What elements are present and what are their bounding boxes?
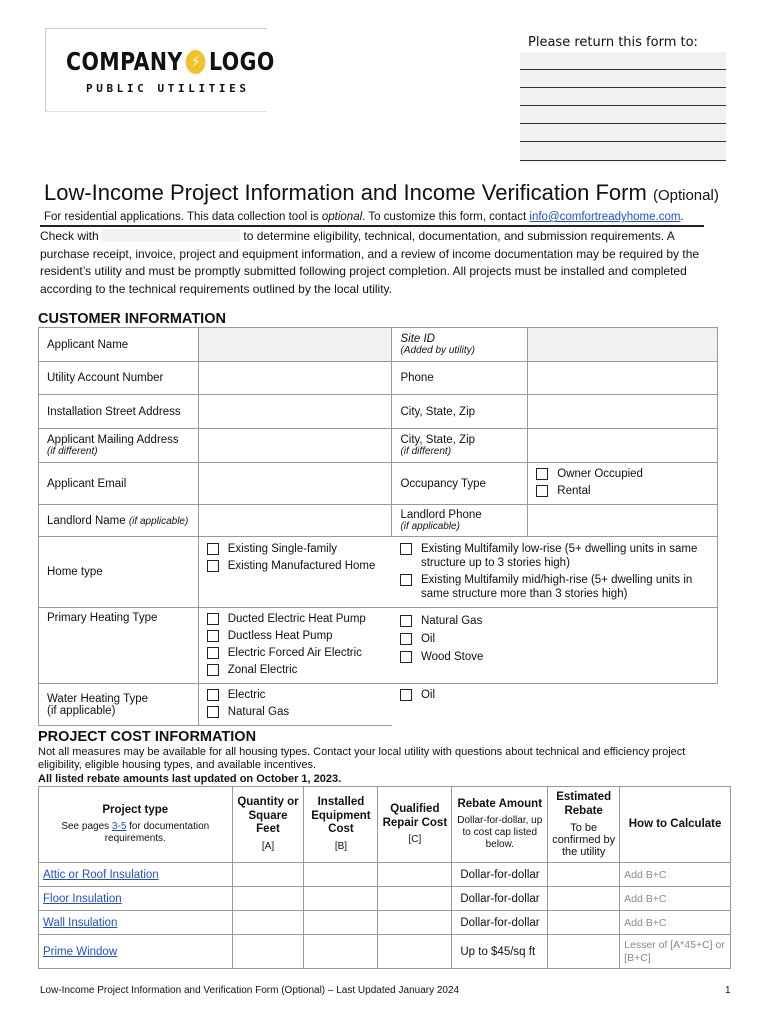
intro-paragraph: Check with to determine eligibility, technical, documentation, and submission requirements. A purchase receipt, invoice, project and equipment information, and a review of income documentation may be required by the resident’s utility and must be promptly submitted following project completion. All projects must be installed and completed according to the technical requirements outlined by the local utility. bbox=[40, 229, 700, 296]
applicant-name-label: Applicant Name bbox=[47, 338, 129, 351]
natural-gas-heat-label: Natural Gas bbox=[420, 615, 483, 627]
owner-occupied-label: Owner Occupied bbox=[557, 468, 643, 480]
project-cost-heading: PROJECT COST INFORMATION bbox=[38, 729, 257, 745]
repair-cost-cell[interactable] bbox=[378, 935, 452, 969]
quantity-cell[interactable] bbox=[232, 887, 304, 911]
applicant-email-label: Applicant Email bbox=[47, 477, 127, 490]
rebate-amount: Dollar-for-dollar bbox=[460, 892, 540, 905]
utility-account-input[interactable] bbox=[198, 362, 392, 395]
landlord-name-label: Landlord Name bbox=[47, 514, 126, 527]
city-state-zip-label: City, State, Zip bbox=[400, 405, 476, 418]
landlord-phone-note: (if applicable) bbox=[400, 521, 460, 532]
multifamily-highrise-label: Existing Multifamily mid/high-rise (5+ dwelling units in same structure more than 3 stories high) bbox=[420, 574, 693, 600]
contact-email-link[interactable]: info@comfortreadyhome.com bbox=[529, 211, 681, 223]
ducted-heat-pump-label: Ducted Electric Heat Pump bbox=[227, 613, 366, 625]
company-logo bbox=[45, 28, 275, 112]
multifamily-lowrise-label: Existing Multifamily low-rise (5+ dwelling units in same structure up to 3 stories high) bbox=[420, 543, 698, 569]
estimated-rebate-cell[interactable] bbox=[548, 911, 620, 935]
project-cost-table bbox=[38, 786, 731, 969]
oil-water-checkbox[interactable] bbox=[400, 689, 412, 701]
estimated-rebate-cell[interactable] bbox=[548, 863, 620, 887]
repair-cost-cell[interactable] bbox=[378, 863, 452, 887]
water-heating-note: (if applicable) bbox=[47, 704, 116, 717]
estimated-rebate-cell[interactable] bbox=[548, 935, 620, 969]
table-row bbox=[39, 863, 731, 887]
home-type-label: Home type bbox=[47, 566, 103, 578]
electric-forced-air-label: Electric Forced Air Electric bbox=[227, 647, 362, 659]
calc-formula: Lesser of [A*45+C] or [B+C] bbox=[624, 938, 725, 964]
page-number: 1 bbox=[725, 985, 731, 996]
electric-forced-air-checkbox[interactable] bbox=[207, 647, 219, 659]
rebate-updated-note: All listed rebate amounts last updated on October 1, 2023. bbox=[38, 773, 342, 785]
install-street-label: Installation Street Address bbox=[47, 405, 181, 418]
ductless-heat-pump-checkbox[interactable] bbox=[207, 630, 219, 642]
quantity-cell[interactable] bbox=[232, 911, 304, 935]
installed-cost-cell[interactable] bbox=[304, 863, 378, 887]
repair-cost-cell[interactable] bbox=[378, 911, 452, 935]
zonal-electric-checkbox[interactable] bbox=[207, 664, 219, 676]
landlord-name-input[interactable] bbox=[198, 505, 392, 537]
project-cost-note: Not all measures may be available for all housing types. Contact your local utility with questions about technical and efficiency project eligibility, eligible housing types, and available incentives. bbox=[38, 746, 686, 771]
page-title: Low-Income Project Information and Income Verification Form (Optional) bbox=[44, 180, 719, 205]
rebate-amount: Dollar-for-dollar bbox=[460, 868, 540, 881]
owner-occupied-checkbox[interactable] bbox=[536, 468, 548, 480]
rebate-amount: Dollar-for-dollar bbox=[460, 916, 540, 929]
wood-stove-checkbox[interactable] bbox=[400, 651, 412, 663]
ductless-heat-pump-label: Ductless Heat Pump bbox=[227, 630, 333, 642]
phone-input[interactable] bbox=[528, 362, 718, 395]
rental-label: Rental bbox=[557, 485, 591, 497]
mailing-city-label: City, State, Zip bbox=[400, 434, 476, 446]
table-row bbox=[39, 935, 731, 969]
multifamily-lowrise-checkbox[interactable] bbox=[400, 543, 412, 555]
manufactured-home-label: Existing Manufactured Home bbox=[227, 560, 376, 572]
how-to-calculate-header: How to Calculate bbox=[620, 787, 731, 863]
mailing-address-input[interactable] bbox=[198, 429, 392, 463]
customer-info-table bbox=[38, 327, 718, 726]
estimated-rebate-header: Estimated Rebate To be confirmed by the utility bbox=[548, 787, 620, 863]
rental-checkbox[interactable] bbox=[536, 485, 548, 497]
site-id-note: (Added by utility) bbox=[400, 345, 475, 356]
wood-stove-label: Wood Stove bbox=[420, 651, 484, 663]
calc-formula: Add B+C bbox=[624, 868, 667, 881]
water-heating-label: Water Heating Type bbox=[47, 692, 148, 705]
oil-heat-label: Oil bbox=[420, 633, 436, 645]
mailing-address-label: Applicant Mailing Address bbox=[47, 434, 179, 446]
title-divider bbox=[40, 225, 704, 227]
multifamily-highrise-checkbox[interactable] bbox=[400, 574, 412, 586]
pages-link[interactable]: 3-5 bbox=[111, 821, 127, 833]
estimated-rebate-cell[interactable] bbox=[548, 887, 620, 911]
city-state-zip-input[interactable] bbox=[528, 395, 718, 429]
electric-water-label: Electric bbox=[227, 689, 266, 701]
site-id-label: Site ID bbox=[400, 333, 435, 345]
return-form-label: Please return this form to: bbox=[528, 35, 698, 50]
natural-gas-water-checkbox[interactable] bbox=[207, 706, 219, 718]
single-family-label: Existing Single-family bbox=[227, 543, 338, 555]
site-id-input[interactable] bbox=[528, 328, 718, 362]
rebate-amount: Up to $45/sq ft bbox=[460, 945, 536, 958]
wall-insulation-link[interactable]: Wall Insulation bbox=[43, 916, 118, 929]
landlord-phone-input[interactable] bbox=[528, 505, 718, 537]
mailing-address-note: (if different) bbox=[47, 446, 98, 457]
project-type-header: Project type See pages 3-5 for documentation requirements. bbox=[39, 787, 233, 863]
single-family-checkbox[interactable] bbox=[207, 543, 219, 555]
applicant-email-input[interactable] bbox=[198, 463, 392, 505]
electric-water-checkbox[interactable] bbox=[207, 689, 219, 701]
repair-cost-cell[interactable] bbox=[378, 887, 452, 911]
table-row bbox=[39, 911, 731, 935]
installed-cost-header: Installed Equipment Cost [B] bbox=[304, 787, 378, 863]
calc-formula: Add B+C bbox=[624, 916, 667, 929]
ducted-heat-pump-checkbox[interactable] bbox=[207, 613, 219, 625]
logo-wordmark: COMPANY ⚡ LOGO bbox=[66, 47, 275, 76]
oil-water-label: Oil bbox=[420, 689, 436, 701]
rebate-amount-header: Rebate Amount Dollar-for-dollar, up to cost cap listed below. bbox=[452, 787, 548, 863]
form-subtitle: For residential applications. This data collection tool is optional. To customize this form, contact info@comfortreadyhome.com. bbox=[44, 211, 684, 223]
customer-info-heading: CUSTOMER INFORMATION bbox=[38, 311, 226, 327]
quantity-cell[interactable] bbox=[232, 935, 304, 969]
installed-cost-cell[interactable] bbox=[304, 911, 378, 935]
installed-cost-cell[interactable] bbox=[304, 935, 378, 969]
prime-window-link[interactable]: Prime Window bbox=[43, 945, 118, 958]
utility-name-field[interactable] bbox=[102, 229, 240, 242]
manufactured-home-checkbox[interactable] bbox=[207, 560, 219, 572]
calc-formula: Add B+C bbox=[624, 892, 667, 905]
install-street-input[interactable] bbox=[198, 395, 392, 429]
oil-heat-checkbox[interactable] bbox=[400, 633, 412, 645]
repair-cost-header: Qualified Repair Cost [C] bbox=[378, 787, 452, 863]
logo-subtitle: PUBLIC UTILITIES bbox=[86, 82, 250, 95]
return-address-field[interactable] bbox=[520, 52, 726, 162]
floor-insulation-link[interactable]: Floor Insulation bbox=[43, 892, 122, 905]
page-footer: Low-Income Project Information and Verification Form (Optional) – Last Updated January 2024 bbox=[40, 985, 460, 996]
utility-account-label: Utility Account Number bbox=[47, 372, 164, 384]
phone-label: Phone bbox=[400, 372, 434, 384]
occupancy-type-label: Occupancy Type bbox=[400, 477, 486, 490]
mailing-city-input[interactable] bbox=[528, 429, 718, 463]
landlord-phone-label: Landlord Phone bbox=[400, 509, 482, 521]
lightning-bolt-icon: ⚡ bbox=[186, 50, 206, 74]
applicant-name-input[interactable] bbox=[198, 328, 392, 362]
zonal-electric-label: Zonal Electric bbox=[227, 664, 298, 676]
primary-heating-label: Primary Heating Type bbox=[47, 612, 158, 624]
mailing-city-note: (if different) bbox=[400, 446, 452, 457]
natural-gas-water-label: Natural Gas bbox=[227, 706, 290, 718]
natural-gas-heat-checkbox[interactable] bbox=[400, 615, 412, 627]
attic-insulation-link[interactable]: Attic or Roof Insulation bbox=[43, 868, 159, 881]
table-row bbox=[39, 887, 731, 911]
quantity-cell[interactable] bbox=[232, 863, 304, 887]
quantity-header: Quantity or Square Feet [A] bbox=[232, 787, 304, 863]
installed-cost-cell[interactable] bbox=[304, 887, 378, 911]
landlord-name-note: (if applicable) bbox=[128, 515, 189, 527]
